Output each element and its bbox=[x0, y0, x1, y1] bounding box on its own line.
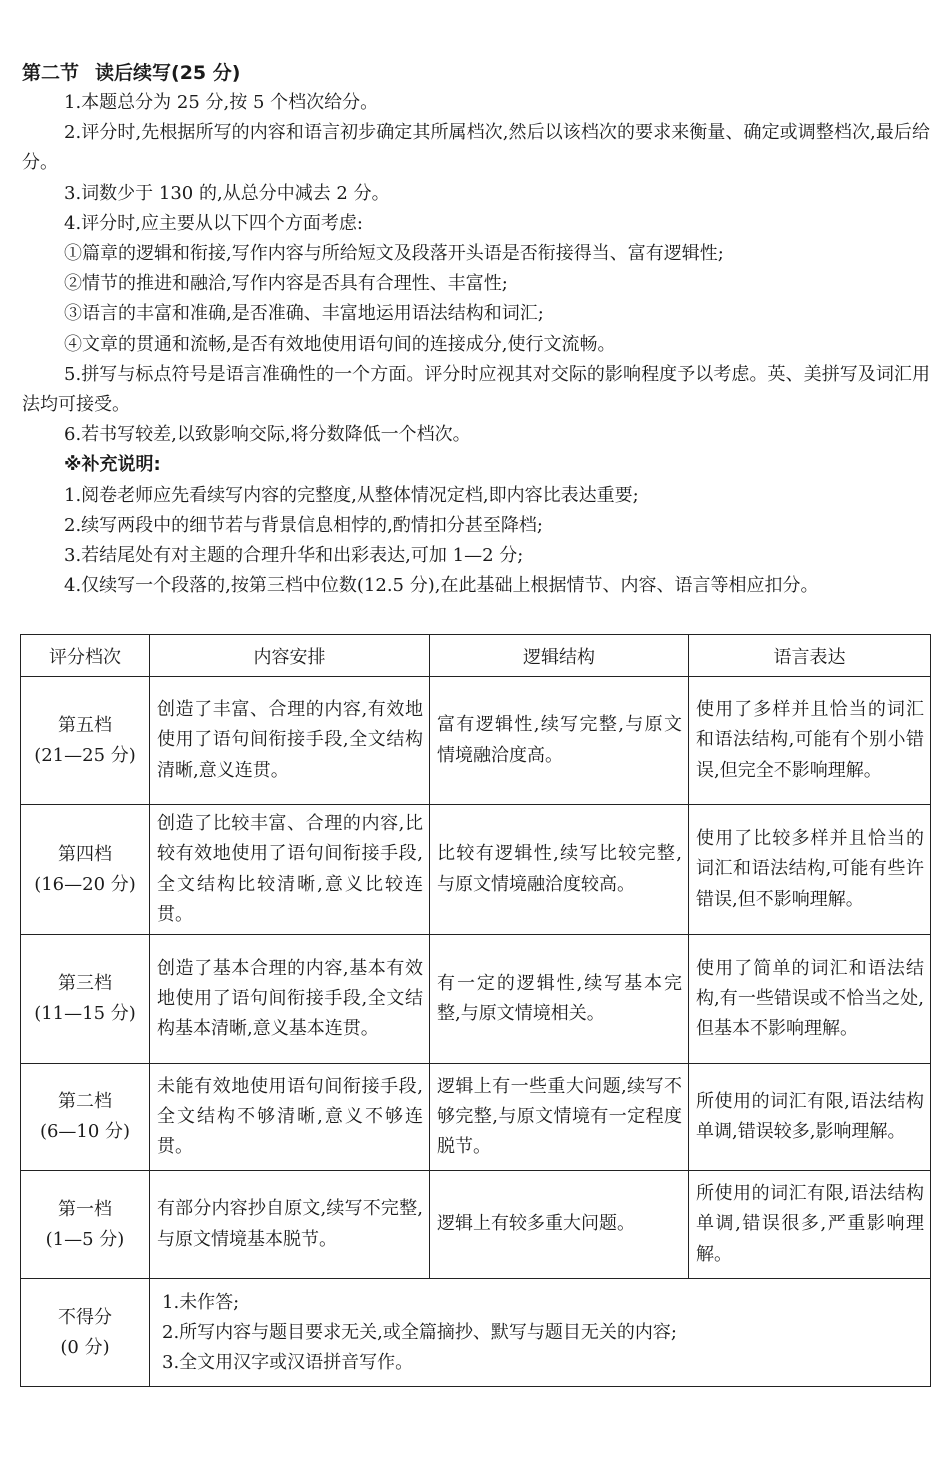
language-cell: 使用了简单的词汇和语法结构,有一些错误或不恰当之处,但基本不影响理解。 bbox=[689, 935, 931, 1064]
rule-item: 6.若书写较差,以致影响交际,将分数降低一个档次。 bbox=[64, 424, 471, 446]
header-content: 内容安排 bbox=[150, 635, 430, 677]
header-language: 语言表达 bbox=[689, 635, 931, 677]
level-cell bbox=[21, 677, 150, 805]
rule-subitem: ③语言的丰富和准确,是否准确、丰富地运用语法结构和词汇; bbox=[64, 303, 544, 325]
rule-subitem: ②情节的推进和融洽,写作内容是否具有合理性、丰富性; bbox=[64, 273, 508, 295]
logic-cell: 富有逻辑性,续写完整,与原文情境融洽度高。 bbox=[430, 677, 689, 805]
table-row bbox=[21, 677, 931, 805]
table-header-row bbox=[21, 635, 931, 677]
rule-item: 1.本题总分为 25 分,按 5 个档次给分。 bbox=[64, 92, 379, 113]
content-cell: 未能有效地使用语句间衔接手段,全文结构不够清晰,意义不够连贯。 bbox=[150, 1064, 430, 1171]
rule-subitem: ④文章的贯通和流畅,是否有效地使用语句间的连接成分,使行文流畅。 bbox=[64, 333, 616, 355]
rule-subitem: ①篇章的逻辑和衔接,写作内容与所给短文及段落开头语是否衔接得当、富有逻辑性; bbox=[64, 243, 724, 265]
logic-cell: 逻辑上有一些重大问题,续写不够完整,与原文情境有一定程度脱节。 bbox=[430, 1064, 689, 1171]
supplement-item: 2.续写两段中的细节若与背景信息相悖的,酌情扣分甚至降档; bbox=[64, 514, 543, 536]
table-row bbox=[21, 805, 931, 935]
supplement-item: 3.若结尾处有对主题的合理升华和出彩表达,可加 1—2 分; bbox=[64, 545, 524, 567]
level-name: 第二档 bbox=[58, 1091, 112, 1112]
content-cell: 有部分内容抄自原文,续写不完整,与原文情境基本脱节。 bbox=[150, 1171, 430, 1279]
table-row bbox=[21, 935, 931, 1064]
zero-condition: 1.未作答; bbox=[162, 1291, 240, 1313]
logic-cell: 比较有逻辑性,续写比较完整,与原文情境融洽度较高。 bbox=[430, 805, 689, 935]
header-logic: 逻辑结构 bbox=[430, 635, 689, 677]
level-range: (6—10 分) bbox=[39, 1121, 131, 1142]
level-cell bbox=[21, 935, 150, 1064]
level-name: 第五档 bbox=[58, 714, 112, 736]
header-level: 评分档次 bbox=[21, 635, 150, 677]
rule-item: 4.评分时,应主要从以下四个方面考虑: bbox=[64, 212, 363, 234]
language-cell: 所使用的词汇有限,语法结构单调,错误较多,影响理解。 bbox=[689, 1064, 931, 1171]
content-cell: 创造了丰富、合理的内容,有效地使用了语句间衔接手段,全文结构清晰,意义连贯。 bbox=[150, 677, 430, 805]
supplement-heading: ※补充说明: bbox=[64, 454, 161, 476]
logic-cell: 有一定的逻辑性,续写基本完整,与原文情境相关。 bbox=[430, 935, 689, 1064]
table-row bbox=[21, 1064, 931, 1171]
zero-condition: 2.所写内容与题目要求无关,或全篇摘抄、默写与题目无关的内容; bbox=[162, 1321, 677, 1343]
rule-item: 5.拼写与标点符号是语言准确性的一个方面。评分时应视其对交际的影响程度予以考虑。英、美拼写及词汇用法均可接受。 bbox=[22, 363, 930, 416]
level-cell bbox=[21, 1064, 150, 1171]
language-cell: 所使用的词汇有限,语法结构单调,错误很多,严重影响理解。 bbox=[689, 1171, 931, 1279]
supplement-item: 1.阅卷老师应先看续写内容的完整度,从整体情况定档,即内容比表达重要; bbox=[64, 484, 639, 506]
rule-item: 2.评分时,先根据所写的内容和语言初步确定其所属档次,然后以该档次的要求来衡量、确定或调整档次,最后给分。 bbox=[22, 122, 930, 174]
rule-item: 3.词数少于 130 的,从总分中减去 2 分。 bbox=[64, 182, 390, 204]
zero-condition: 3.全文用汉字或汉语拼音写作。 bbox=[162, 1351, 414, 1373]
scoring-rules bbox=[22, 88, 930, 601]
grading-table bbox=[20, 634, 931, 1387]
table-row-zero bbox=[21, 1279, 931, 1387]
level-cell bbox=[21, 805, 150, 935]
level-name: 不得分 bbox=[58, 1306, 112, 1328]
content-cell: 创造了基本合理的内容,基本有效地使用了语句间衔接手段,全文结构基本清晰,意义基本连贯。 bbox=[150, 935, 430, 1064]
level-cell bbox=[21, 1171, 150, 1279]
level-range: (0 分) bbox=[60, 1336, 110, 1358]
level-range: (1—5 分) bbox=[45, 1228, 125, 1250]
content-cell: 创造了比较丰富、合理的内容,比较有效地使用了语句间衔接手段,全文结构比较清晰,意义比较连贯。 bbox=[150, 805, 430, 935]
section-title bbox=[22, 58, 240, 88]
level-name: 第三档 bbox=[58, 973, 112, 994]
level-name: 第一档 bbox=[58, 1198, 112, 1220]
level-range: (11—15 分) bbox=[34, 1003, 136, 1024]
section-label: 第二节 bbox=[22, 62, 80, 84]
level-name: 第四档 bbox=[58, 843, 112, 865]
language-cell: 使用了比较多样并且恰当的词汇和语法结构,可能有些许错误,但不影响理解。 bbox=[689, 805, 931, 935]
level-range: (21—25 分) bbox=[34, 744, 136, 766]
language-cell: 使用了多样并且恰当的词汇和语法结构,可能有个别小错误,但完全不影响理解。 bbox=[689, 677, 931, 805]
table-row bbox=[21, 1171, 931, 1279]
zero-score-conditions bbox=[150, 1279, 931, 1387]
supplement-item: 4.仅续写一个段落的,按第三档中位数(12.5 分),在此基础上根据情节、内容、语言等相应扣分。 bbox=[64, 575, 819, 597]
level-range: (16—20 分) bbox=[34, 873, 136, 895]
logic-cell: 逻辑上有较多重大问题。 bbox=[430, 1171, 689, 1279]
level-cell bbox=[21, 1279, 150, 1387]
section-heading: 读后续写(25 分) bbox=[95, 62, 241, 84]
